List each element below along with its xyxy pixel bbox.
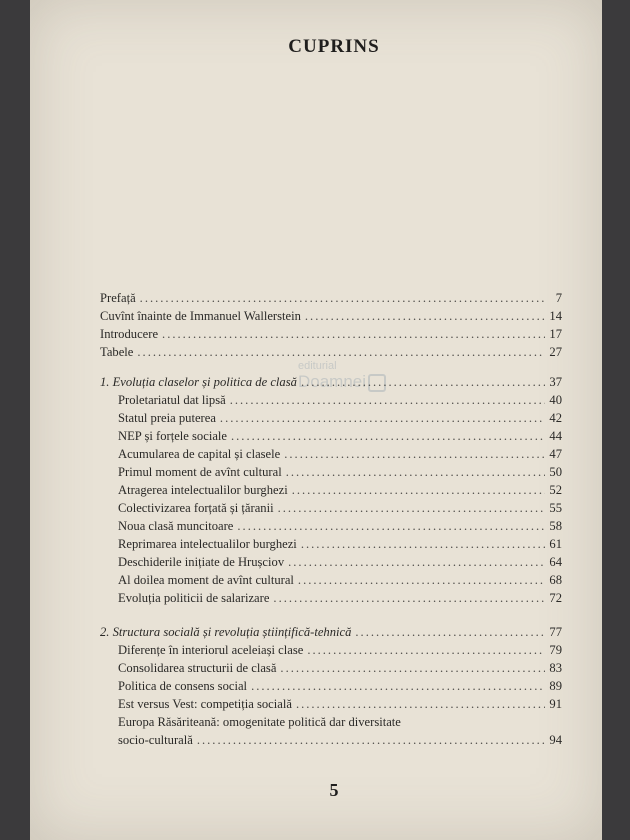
- toc-entry: Prefață ..... 7: [100, 289, 562, 307]
- toc-entry: Colectivizarea forțată și țăranii ..... 55: [100, 499, 562, 517]
- toc-entry: Deschiderile inițiate de Hrușciov ..... 64: [100, 553, 562, 571]
- book-page: [30, 0, 602, 840]
- toc-entry: socio-culturală ..... 94: [100, 731, 562, 749]
- page-title: CUPRINS: [288, 36, 380, 57]
- toc-entry-multiline: Europa Răsăriteană: omogenitate politică dar diversitate: [118, 715, 401, 729]
- toc-entry: Evoluția politicii de salarizare ..... 72: [100, 589, 562, 607]
- toc-entry: Cuvînt înainte de Immanuel Wallerstein ..... 14: [100, 307, 562, 325]
- toc-entry: Diferențe în interiorul aceleiași clase ..... 79: [100, 641, 562, 659]
- toc-entry: Consolidarea structurii de clasă ..... 83: [100, 659, 562, 677]
- watermark-line1: editurial: [298, 360, 337, 372]
- toc-chapter-2: 2. Structura socială și revoluția științifică-tehnică ..... 77: [100, 623, 562, 641]
- toc-entry: Tabele ..... 27: [100, 343, 562, 361]
- toc-entry: NEP și forțele sociale ..... 44: [100, 427, 562, 445]
- toc-entry: Est versus Vest: competiția socială ..... 91: [100, 695, 562, 713]
- watermark-line2: Doamnei: [298, 372, 367, 391]
- page-number: 5: [329, 780, 339, 800]
- toc-chapter-1: 1. Evoluția claselor și politica de clasă ..... 37: [100, 373, 562, 391]
- toc-entry: Al doilea moment de avînt cultural ..... 68: [100, 571, 562, 589]
- toc-entry: Primul moment de avînt cultural ..... 50: [100, 463, 562, 481]
- toc-entry: Proletariatul dat lipsă ..... 40: [100, 391, 562, 409]
- toc-entry: Noua clasă muncitoare ..... 58: [100, 517, 562, 535]
- toc-entry: Politica de consens social ..... 89: [100, 677, 562, 695]
- table-of-contents: [100, 289, 562, 749]
- toc-entry: Statul preia puterea ..... 42: [100, 409, 562, 427]
- toc-entry: Acumularea de capital și clasele ..... 47: [100, 445, 562, 463]
- toc-entry: Reprimarea intelectualilor burghezi ..... 61: [100, 535, 562, 553]
- toc-entry: Atragerea intelectualilor burghezi ..... 52: [100, 481, 562, 499]
- toc-entry: Introducere ..... 17: [100, 325, 562, 343]
